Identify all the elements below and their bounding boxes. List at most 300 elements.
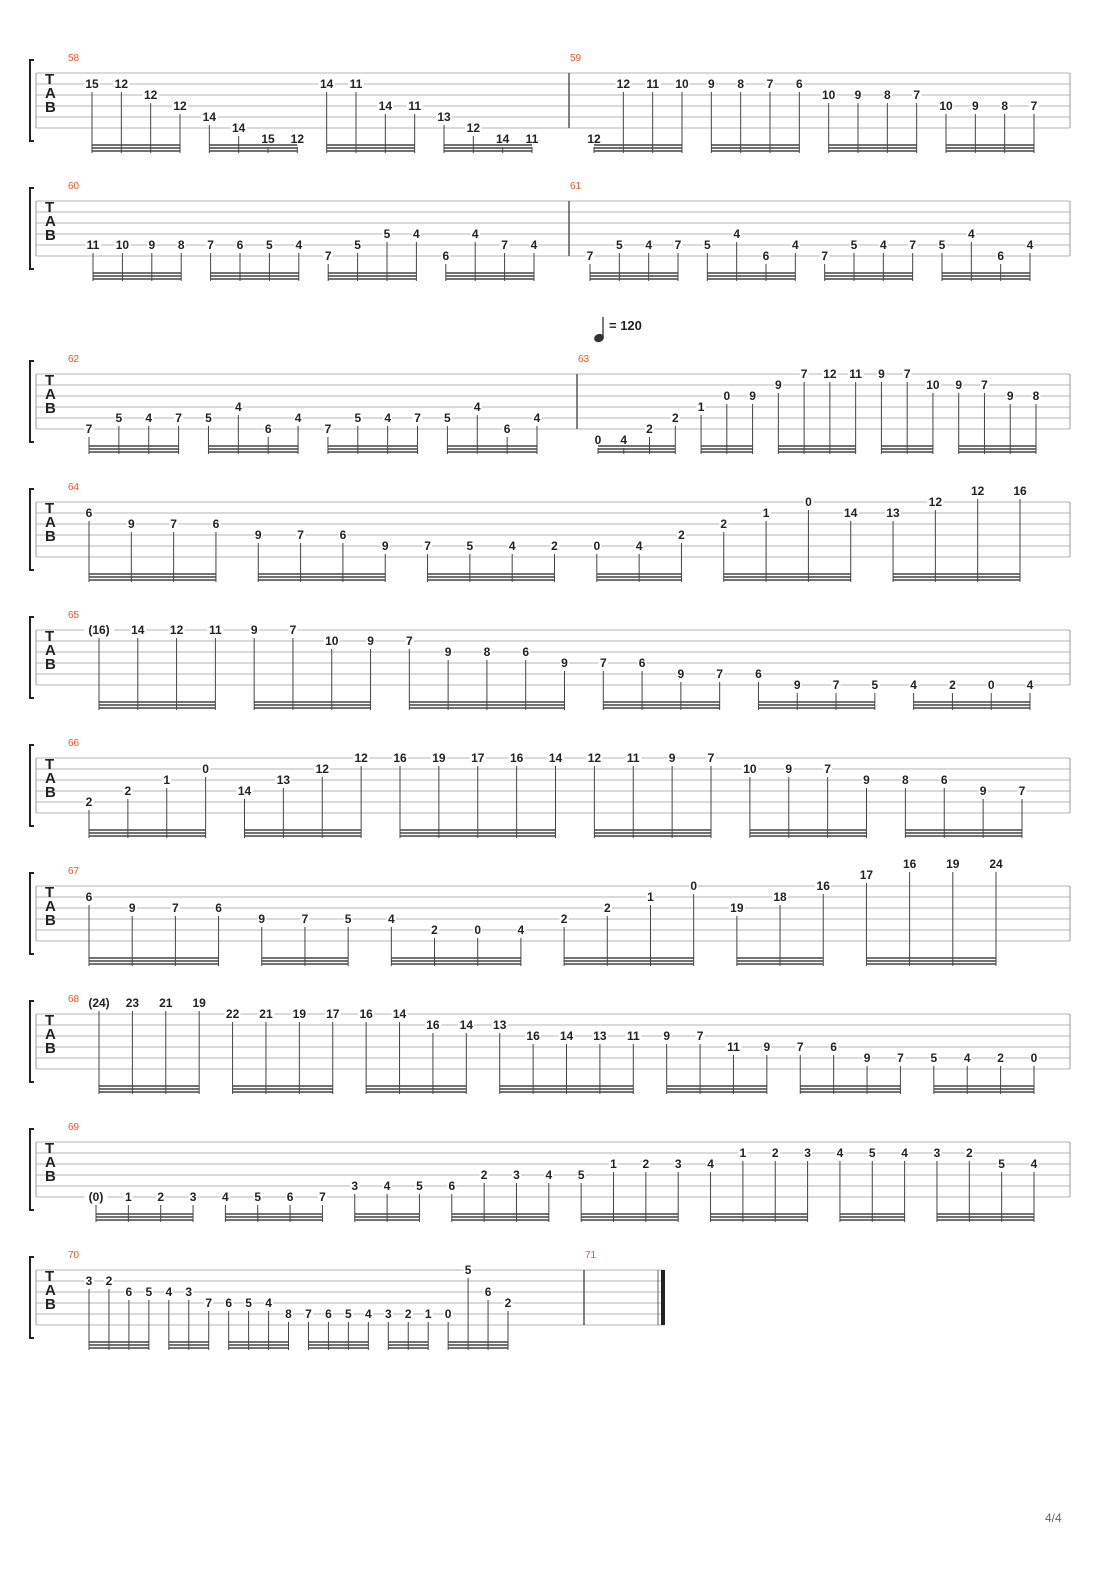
fret-number: 7 xyxy=(324,249,332,263)
tab-clef-letter: T xyxy=(45,756,55,773)
fret-number: 19 xyxy=(432,751,446,765)
fret-number: 7 xyxy=(405,634,413,648)
tab-system xyxy=(30,738,1070,838)
fret-number: 9 xyxy=(127,517,135,531)
fret-number: 12 xyxy=(143,88,158,102)
tab-clef-letter: T xyxy=(45,884,55,901)
fret-number: 6 xyxy=(940,773,948,787)
fret-number: 4 xyxy=(620,433,628,447)
fret-number: 7 xyxy=(821,249,829,263)
fret-number: 9 xyxy=(250,623,258,637)
fret-number: 4 xyxy=(901,1146,908,1160)
fret-number: 7 xyxy=(599,656,607,670)
fret-number: 4 xyxy=(635,539,643,553)
fret-number: 7 xyxy=(981,378,988,392)
tab-system xyxy=(30,53,1070,153)
fret-number: 7 xyxy=(909,238,917,252)
fret-number: 5 xyxy=(345,1307,352,1321)
tab-clef-letter: B xyxy=(45,528,56,545)
tempo-marking xyxy=(593,317,642,343)
fret-number: 0 xyxy=(593,539,601,553)
fret-number: 4 xyxy=(1026,238,1034,252)
fret-number: 16 xyxy=(426,1018,440,1032)
fret-number: 12 xyxy=(616,77,631,91)
measure-number: 59 xyxy=(570,53,582,64)
measure-number: 67 xyxy=(68,866,80,877)
measure-number: 66 xyxy=(68,738,80,749)
measure-number: 65 xyxy=(68,610,80,621)
fret-number: 0 xyxy=(444,1307,452,1321)
fret-number: 6 xyxy=(212,517,220,531)
fret-number: 1 xyxy=(739,1146,747,1160)
fret-number: 13 xyxy=(437,110,451,124)
fret-number: 4 xyxy=(533,411,541,425)
tab-clef-letter: B xyxy=(45,1296,56,1313)
fret-number: 0 xyxy=(594,433,602,447)
fret-number: 8 xyxy=(883,88,891,102)
fret-number: 4 xyxy=(473,400,481,414)
fret-number: 2 xyxy=(85,795,93,809)
fret-number: 2 xyxy=(720,517,728,531)
fret-number: 7 xyxy=(1018,784,1026,798)
fret-number: 19 xyxy=(192,996,206,1010)
fret-number: 10 xyxy=(926,378,940,392)
fret-number: 4 xyxy=(295,238,303,252)
fret-number: 4 xyxy=(265,1296,272,1310)
fret-number: 17 xyxy=(326,1007,340,1021)
fret-number: 9 xyxy=(785,762,793,776)
fret-number: 7 xyxy=(305,1307,312,1321)
fret-number: 14 xyxy=(319,77,334,91)
fret-number: 10 xyxy=(939,99,953,113)
fret-number: 9 xyxy=(863,1051,871,1065)
fret-number: 7 xyxy=(501,238,508,252)
fret-number: 8 xyxy=(1001,99,1009,113)
fret-number: 6 xyxy=(755,667,762,681)
fret-number: 14 xyxy=(202,110,217,124)
measure-number: 69 xyxy=(68,1122,80,1133)
measure xyxy=(570,53,1039,153)
fret-number: 16 xyxy=(902,857,917,871)
fret-number: 7 xyxy=(707,751,715,765)
fret-number: 19 xyxy=(292,1007,307,1021)
fret-number: 8 xyxy=(285,1307,292,1321)
measure xyxy=(578,354,1041,454)
fret-number: 7 xyxy=(289,623,297,637)
measure-number: 64 xyxy=(68,482,80,493)
fret-number: 0 xyxy=(474,923,482,937)
fret-number: 9 xyxy=(878,367,885,381)
fret-number: 3 xyxy=(189,1190,197,1204)
tab-clef-letter: T xyxy=(45,199,55,216)
fret-number: 5 xyxy=(464,1263,472,1277)
system-bracket xyxy=(30,60,34,141)
fret-number: 12 xyxy=(315,762,329,776)
fret-number: 1 xyxy=(762,506,770,520)
tab-system xyxy=(30,354,1070,454)
fret-number: 1 xyxy=(163,773,171,787)
fret-number: 0 xyxy=(723,389,731,403)
fret-number: 7 xyxy=(205,1296,213,1310)
tab-clef-letter: A xyxy=(45,642,56,659)
fret-number: 7 xyxy=(586,249,594,263)
fret-number: 14 xyxy=(392,1007,407,1021)
fret-number: 6 xyxy=(830,1040,837,1054)
fret-number: 11 xyxy=(209,623,222,637)
tab-clef-letter: T xyxy=(45,1012,55,1029)
fret-number: 9 xyxy=(863,773,870,787)
fret-number: 6 xyxy=(484,1285,492,1299)
tab-clef-letter: A xyxy=(45,898,56,915)
tab-clef-letter: A xyxy=(45,1026,56,1043)
fret-number: 13 xyxy=(593,1029,607,1043)
fret-number: 12 xyxy=(169,623,184,637)
fret-number: 6 xyxy=(638,656,646,670)
fret-number: 21 xyxy=(259,1007,273,1021)
final-thick-barline xyxy=(661,1270,665,1325)
system-bracket xyxy=(30,361,34,442)
fret-number: 7 xyxy=(297,528,304,542)
system-bracket xyxy=(30,489,34,570)
fret-number: 4 xyxy=(910,678,917,692)
fret-number: (0) xyxy=(88,1190,104,1204)
fret-number: 7 xyxy=(301,912,309,926)
fret-number: 10 xyxy=(675,77,689,91)
fret-number: 14 xyxy=(559,1029,574,1043)
fret-number: 21 xyxy=(159,996,173,1010)
fret-number: 19 xyxy=(730,901,744,915)
fret-number: 5 xyxy=(577,1168,585,1182)
fret-number: 12 xyxy=(971,484,985,498)
measure-number: 63 xyxy=(578,354,590,365)
fret-number: 4 xyxy=(413,227,420,241)
tab-system xyxy=(30,181,1070,281)
fret-number: 12 xyxy=(114,77,129,91)
fret-number: 16 xyxy=(359,1007,373,1021)
fret-number: 3 xyxy=(85,1274,93,1288)
fret-number: 4 xyxy=(517,923,525,937)
fret-number: 7 xyxy=(414,411,421,425)
tab-clef-letter: T xyxy=(45,500,55,517)
fret-number: 4 xyxy=(222,1190,229,1204)
fret-number: 2 xyxy=(603,901,611,915)
fret-number: 9 xyxy=(668,751,676,765)
fret-number: 3 xyxy=(185,1285,193,1299)
fret-number: 7 xyxy=(319,1190,326,1204)
fret-number: 2 xyxy=(480,1168,488,1182)
fret-number: 5 xyxy=(466,539,474,553)
fret-number: 8 xyxy=(177,238,185,252)
fret-number: 7 xyxy=(207,238,214,252)
fret-number: 5 xyxy=(868,1146,876,1160)
fret-number: 0 xyxy=(1030,1051,1038,1065)
fret-number: 10 xyxy=(115,238,130,252)
fret-number: 17 xyxy=(859,868,874,882)
fret-number: 4 xyxy=(791,238,799,252)
fret-number: 13 xyxy=(276,773,291,787)
measure xyxy=(68,181,539,281)
fret-number: 11 xyxy=(408,99,422,113)
fret-number: 2 xyxy=(124,784,132,798)
fret-number: 4 xyxy=(545,1168,553,1182)
fret-number: 6 xyxy=(264,422,272,436)
fret-number: 18 xyxy=(773,890,787,904)
fret-number: 0 xyxy=(202,762,209,776)
tab-clef-letter: T xyxy=(45,1140,55,1157)
fret-number: 4 xyxy=(1030,1157,1038,1171)
fret-number: 4 xyxy=(836,1146,844,1160)
fret-number: 9 xyxy=(793,678,801,692)
fret-number: 5 xyxy=(938,238,946,252)
fret-number: 5 xyxy=(266,238,273,252)
fret-number: 8 xyxy=(483,645,491,659)
fret-number: 4 xyxy=(471,227,479,241)
fret-number: 4 xyxy=(387,912,395,926)
fret-number: 2 xyxy=(997,1051,1004,1065)
fret-number: 6 xyxy=(85,506,93,520)
fret-number: 2 xyxy=(157,1190,165,1204)
fret-number: 7 xyxy=(424,539,431,553)
system-bracket xyxy=(30,188,34,269)
tab-system xyxy=(30,994,1070,1094)
fret-number: 9 xyxy=(763,1040,771,1054)
system-bracket xyxy=(30,873,34,954)
fret-number: 7 xyxy=(1030,99,1038,113)
fret-number: 1 xyxy=(647,890,654,904)
fret-number: 3 xyxy=(933,1146,941,1160)
fret-number: 12 xyxy=(928,495,943,509)
measure xyxy=(68,1122,1039,1222)
fret-number: 5 xyxy=(254,1190,262,1204)
tab-clef-letter: T xyxy=(45,1268,55,1285)
fret-number: 4 xyxy=(234,400,242,414)
page-number: 4/4 xyxy=(1045,1511,1062,1525)
measure xyxy=(68,610,1035,710)
tab-clef-letter: B xyxy=(45,227,56,244)
fret-number: 24 xyxy=(989,857,1003,871)
fret-number: 6 xyxy=(286,1190,294,1204)
fret-number: 4 xyxy=(364,1307,372,1321)
fret-number: 7 xyxy=(175,411,182,425)
fret-number: 7 xyxy=(766,77,774,91)
fret-number: 13 xyxy=(886,506,900,520)
fret-number: 0 xyxy=(987,678,995,692)
fret-number: 7 xyxy=(796,1040,804,1054)
fret-number: 4 xyxy=(383,1179,391,1193)
fret-number: 5 xyxy=(871,678,879,692)
fret-number: 8 xyxy=(737,77,745,91)
measure xyxy=(68,738,1027,838)
fret-number: 2 xyxy=(504,1296,512,1310)
fret-number: 11 xyxy=(626,1029,640,1043)
fret-number: 6 xyxy=(125,1285,133,1299)
fret-number: 16 xyxy=(816,879,830,893)
tempo-value: = 120 xyxy=(609,318,642,333)
fret-number: 16 xyxy=(393,751,407,765)
fret-number: 9 xyxy=(749,389,756,403)
fret-number: (24) xyxy=(88,996,110,1010)
fret-number: 23 xyxy=(125,996,140,1010)
tab-system xyxy=(30,1250,665,1350)
fret-number: 6 xyxy=(225,1296,233,1310)
measure xyxy=(570,181,1035,281)
fret-number: 4 xyxy=(384,411,392,425)
fret-number: 12 xyxy=(173,99,187,113)
fret-number: 8 xyxy=(902,773,909,787)
fret-number: 14 xyxy=(231,121,246,135)
fret-number: 1 xyxy=(424,1307,432,1321)
fret-number: 4 xyxy=(145,411,153,425)
fret-number: 2 xyxy=(551,539,558,553)
tab-clef-letter: B xyxy=(45,400,56,417)
tab-clef-letter: T xyxy=(45,372,55,389)
fret-number: 7 xyxy=(903,367,911,381)
measure xyxy=(68,354,542,454)
fret-number: 11 xyxy=(626,751,640,765)
fret-number: 2 xyxy=(949,678,956,692)
fret-number: 6 xyxy=(215,901,222,915)
fret-number: 7 xyxy=(913,88,921,102)
fret-number: 4 xyxy=(508,539,516,553)
fret-number: 2 xyxy=(965,1146,973,1160)
tab-clef-letter: T xyxy=(45,71,55,88)
measure-number: 60 xyxy=(68,181,80,192)
fret-number: 12 xyxy=(587,132,601,146)
measure xyxy=(68,1250,513,1350)
tab-clef-letter: B xyxy=(45,99,56,116)
fret-number: 7 xyxy=(324,422,332,436)
measure xyxy=(68,994,1039,1094)
fret-number: 12 xyxy=(823,367,837,381)
tab-clef-letter: A xyxy=(45,386,56,403)
fret-number: 6 xyxy=(339,528,347,542)
fret-number: 9 xyxy=(1006,389,1014,403)
system-bracket xyxy=(30,1257,34,1338)
fret-number: 15 xyxy=(261,132,275,146)
fret-number: 6 xyxy=(997,249,1005,263)
tab-systems xyxy=(30,53,1070,1350)
measure xyxy=(68,53,540,153)
fret-number: 9 xyxy=(254,528,262,542)
fret-number: 10 xyxy=(325,634,339,648)
fret-number: 16 xyxy=(509,751,524,765)
fret-number: 4 xyxy=(294,411,302,425)
fret-number: 2 xyxy=(642,1157,650,1171)
fret-number: 14 xyxy=(548,751,563,765)
fret-number: 5 xyxy=(703,238,711,252)
fret-number: 15 xyxy=(85,77,99,91)
fret-number: 6 xyxy=(762,249,770,263)
fret-number: 7 xyxy=(170,517,177,531)
fret-number: 9 xyxy=(148,238,156,252)
fret-number: 12 xyxy=(354,751,368,765)
fret-number: 5 xyxy=(416,1179,423,1193)
fret-number: 5 xyxy=(245,1296,252,1310)
tab-clef-letter: A xyxy=(45,514,56,531)
fret-number: 7 xyxy=(716,667,724,681)
tab-clef-letter: B xyxy=(45,1040,56,1057)
fret-number: 5 xyxy=(145,1285,153,1299)
fret-number: 7 xyxy=(172,901,179,915)
fret-number: 2 xyxy=(560,912,568,926)
tab-clef-letter: A xyxy=(45,770,56,787)
fret-number: 7 xyxy=(85,422,93,436)
fret-number: 4 xyxy=(707,1157,714,1171)
tab-clef-letter: B xyxy=(45,656,56,673)
fret-number: 7 xyxy=(800,367,808,381)
tab-clef-letter: A xyxy=(45,1282,56,1299)
fret-number: 5 xyxy=(115,411,123,425)
fret-number: 1 xyxy=(125,1190,132,1204)
fret-number: 4 xyxy=(879,238,887,252)
fret-number: 3 xyxy=(674,1157,682,1171)
fret-number: 3 xyxy=(513,1168,520,1182)
fret-number: 11 xyxy=(349,77,363,91)
fret-number: 8 xyxy=(1032,389,1040,403)
fret-number: 5 xyxy=(354,411,362,425)
fret-number: 12 xyxy=(587,751,602,765)
fret-number: 5 xyxy=(930,1051,938,1065)
fret-number: 14 xyxy=(378,99,393,113)
tab-system xyxy=(30,1122,1070,1222)
fret-number: 10 xyxy=(743,762,757,776)
fret-number: 4 xyxy=(530,238,538,252)
system-bracket xyxy=(30,1001,34,1082)
fret-number: 7 xyxy=(897,1051,904,1065)
fret-number: 4 xyxy=(963,1051,971,1065)
system-bracket xyxy=(30,1129,34,1210)
fret-number: 13 xyxy=(493,1018,507,1032)
fret-number: 4 xyxy=(165,1285,173,1299)
fret-number: 6 xyxy=(448,1179,456,1193)
fret-number: 11 xyxy=(727,1040,740,1054)
tab-clef-letter: B xyxy=(45,912,56,929)
fret-number: 19 xyxy=(946,857,960,871)
measure-number: 68 xyxy=(68,994,80,1005)
fret-number: 5 xyxy=(205,411,212,425)
fret-number: 14 xyxy=(237,784,252,798)
fret-number: 6 xyxy=(236,238,244,252)
fret-number: 7 xyxy=(824,762,831,776)
fret-number: 9 xyxy=(561,656,568,670)
fret-number: 4 xyxy=(733,227,741,241)
fret-number: 4 xyxy=(1026,678,1034,692)
fret-number: 12 xyxy=(290,132,305,146)
fret-number: (16) xyxy=(88,623,110,637)
fret-number: 4 xyxy=(645,238,653,252)
fret-number: 1 xyxy=(610,1157,617,1171)
fret-number: 2 xyxy=(404,1307,412,1321)
fret-number: 10 xyxy=(821,88,836,102)
fret-number: 5 xyxy=(444,411,451,425)
fret-number: 9 xyxy=(258,912,266,926)
measure-number: 58 xyxy=(68,53,80,64)
fret-number: 11 xyxy=(86,238,100,252)
tab-clef-letter: T xyxy=(45,628,55,645)
measure-number: 71 xyxy=(585,1250,597,1261)
measure xyxy=(585,1250,597,1261)
fret-number: 9 xyxy=(707,77,715,91)
fret-number: 9 xyxy=(381,539,389,553)
measure xyxy=(68,857,1004,966)
fret-number: 5 xyxy=(998,1157,1005,1171)
fret-number: 2 xyxy=(431,923,438,937)
fret-number: 2 xyxy=(105,1274,113,1288)
fret-number: 17 xyxy=(471,751,485,765)
fret-number: 7 xyxy=(832,678,840,692)
fret-number: 9 xyxy=(979,784,987,798)
tab-system xyxy=(30,482,1070,582)
